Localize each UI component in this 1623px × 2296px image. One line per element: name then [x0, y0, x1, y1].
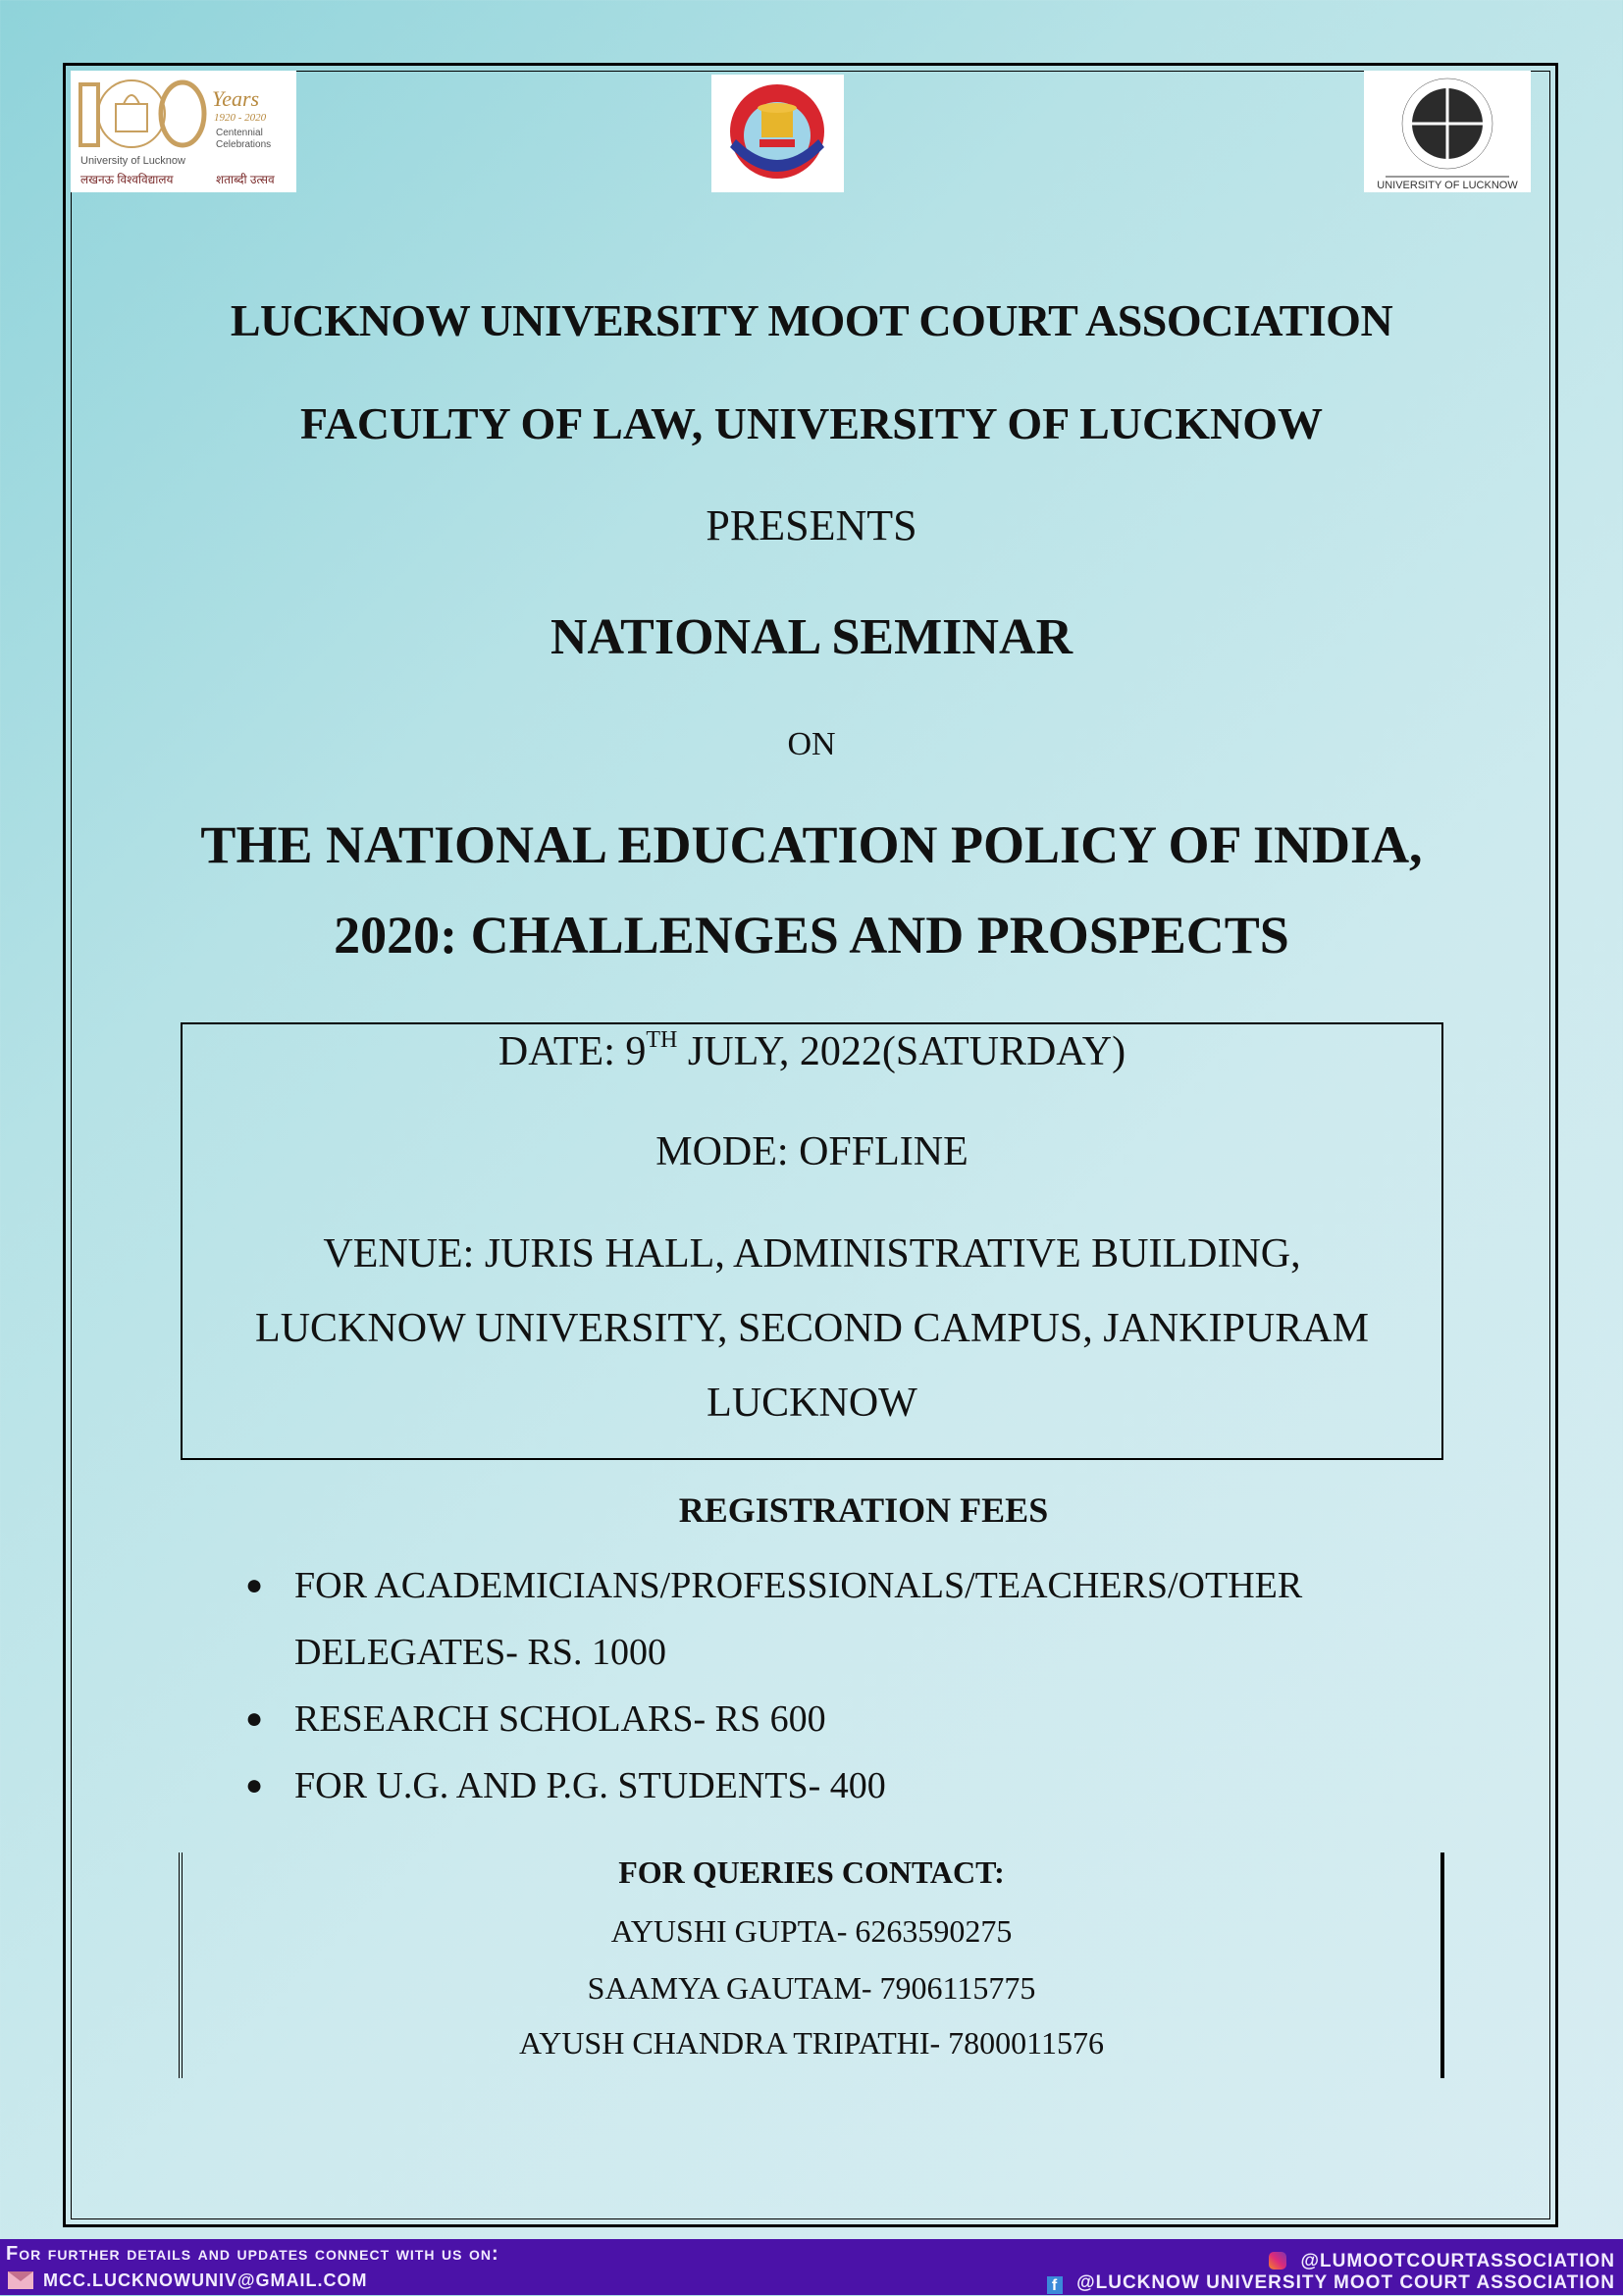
centennial-subtitle: Centennial Celebrations: [216, 128, 272, 150]
event-details-box: [181, 1022, 1443, 1460]
organizer-heading: LUCKNOW UNIVERSITY MOOT COURT ASSOCIATION: [230, 295, 1393, 345]
centennial-university: University of Lucknow: [80, 155, 185, 167]
event-mode: MODE: OFFLINE: [655, 1129, 969, 1174]
registration-heading: REGISTRATION FEES: [678, 1490, 1049, 1530]
centennial-university-hindi: लखनऊ विश्वविद्यालय: [80, 173, 174, 186]
bullet-icon: ●: [245, 1769, 264, 1801]
instagram-icon: [1269, 2252, 1286, 2270]
footer-heading: For further details and updates connect with us on:: [6, 2243, 499, 2265]
centennial-years: Years: [212, 86, 260, 111]
footer-instagram-link[interactable]: @LUMOOTCOURTASSOCIATION: [1269, 2251, 1615, 2272]
committee-emblem-icon: [1364, 71, 1531, 192]
bullet-icon: ●: [245, 1569, 264, 1601]
presents-text: PRESENTS: [706, 501, 917, 549]
facebook-icon: f: [1047, 2276, 1063, 2294]
footer-facebook-link[interactable]: f @LUCKNOW UNIVERSITY MOOT COURT ASSOCIATION: [1047, 2272, 1615, 2294]
centennial-logo: [71, 71, 296, 192]
bullet-icon: ●: [245, 1702, 264, 1735]
on-text: ON: [787, 726, 836, 762]
university-seal-logo: [711, 75, 844, 192]
university-seal-icon: [716, 78, 839, 188]
footer-email-link[interactable]: MCC.LUCKNOWUNIV@GMAIL.COM: [43, 2270, 368, 2290]
date-superscript: TH: [646, 1027, 678, 1053]
event-date: [183, 1028, 1441, 1075]
date-prefix: DATE: 9: [497, 1029, 647, 1074]
contact-heading: FOR QUERIES CONTACT:: [618, 1854, 1005, 1890]
fee-item: ● FOR ACADEMICIANS/PROFESSIONALS/TEACHERS/OTHER DELEGATES- RS. 1000: [245, 1552, 1452, 1686]
contact-person: SAAMYA GAUTAM- 7906115775: [587, 1970, 1036, 2006]
date-suffix: JULY, 2022(SATURDAY): [677, 1029, 1126, 1074]
committee-caption: UNIVERSITY OF LUCKNOW: [1377, 180, 1518, 191]
event-venue-line3: LUCKNOW: [707, 1381, 917, 1426]
seminar-title-line1: THE NATIONAL EDUCATION POLICY OF INDIA,: [200, 815, 1423, 874]
event-venue-line2: LUCKNOW UNIVERSITY, SECOND CAMPUS, JANKIPURAM: [255, 1306, 1369, 1351]
fee-list: [245, 1552, 1452, 1819]
centennial-subtitle-hindi: शताब्दी उत्सव: [216, 173, 275, 186]
event-type-heading: NATIONAL SEMINAR: [550, 609, 1073, 665]
event-venue-line1: VENUE: JURIS HALL, ADMINISTRATIVE BUILDING,: [323, 1231, 1301, 1277]
fee-item: ● RESEARCH SCHOLARS- RS 600: [245, 1686, 1452, 1752]
committee-logo: [1364, 71, 1531, 192]
contact-person: AYUSH CHANDRA TRIPATHI- 7800011576: [519, 2025, 1104, 2061]
centennial-range: 1920 - 2020: [214, 112, 267, 124]
contact-person: AYUSHI GUPTA- 6263590275: [610, 1913, 1013, 1949]
fee-item: ● FOR U.G. AND P.G. STUDENTS- 400: [245, 1752, 1452, 1819]
mail-icon: [8, 2271, 33, 2289]
faculty-heading: FACULTY OF LAW, UNIVERSITY OF LUCKNOW: [300, 398, 1323, 448]
footer-bar: [0, 2239, 1623, 2295]
seminar-title-line2: 2020: CHALLENGES AND PROSPECTS: [334, 906, 1289, 965]
